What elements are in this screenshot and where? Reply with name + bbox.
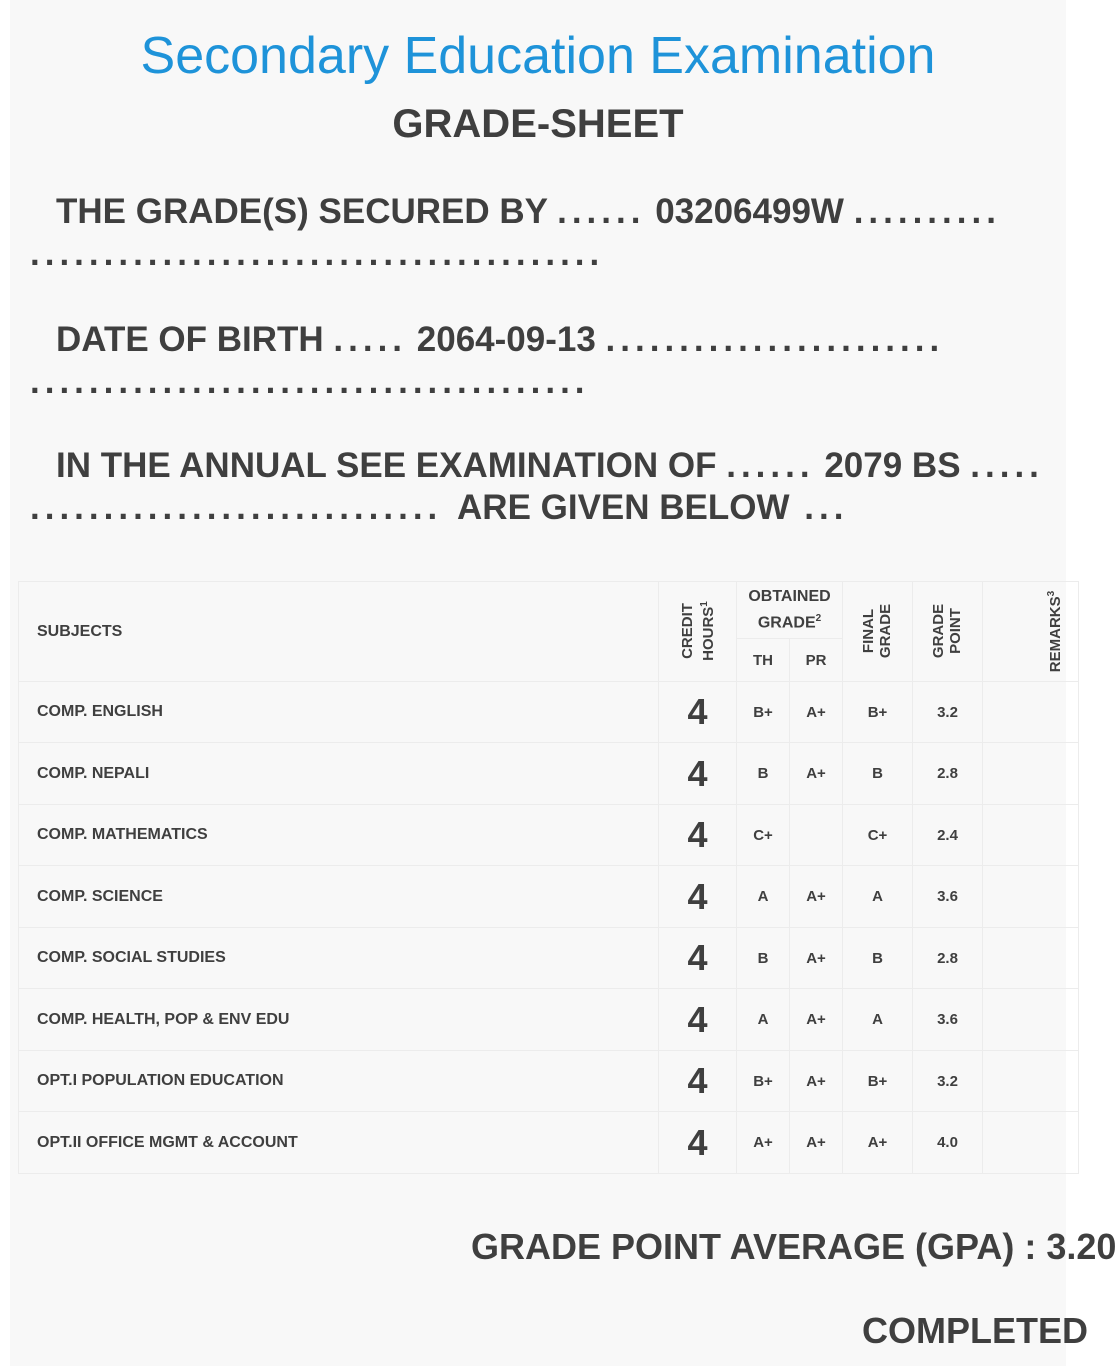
- table-row: [19, 989, 1079, 1051]
- grade-point: 2.8: [913, 743, 983, 805]
- dot-leader: ......: [726, 446, 815, 485]
- grade-sheet-heading: GRADE-SHEET: [392, 102, 684, 146]
- grade-th: B+: [737, 1051, 790, 1112]
- subject-name: OPT.II OFFICE MGMT & ACCOUNT: [19, 1112, 659, 1174]
- subject-name: COMP. NEPALI: [19, 743, 659, 805]
- grade-point: 4.0: [913, 1112, 983, 1174]
- remarks: [983, 682, 1079, 743]
- grade-th: A: [737, 866, 790, 928]
- table-row: [19, 682, 1079, 743]
- header-final-grade: [843, 582, 913, 682]
- exam-label: IN THE ANNUAL SEE EXAMINATION OF: [56, 446, 717, 485]
- final-grade: B: [843, 928, 913, 989]
- grade-point: 3.2: [913, 682, 983, 743]
- dot-leader-line: .......................................: [30, 234, 605, 273]
- grade-pr: A+: [790, 743, 843, 805]
- header-obtained-grade: OBTAINED GRADE$^2$: [737, 582, 843, 639]
- grade-point: 2.8: [913, 928, 983, 989]
- subject-name: COMP. SCIENCE: [19, 866, 659, 928]
- grade-point: 3.6: [913, 989, 983, 1051]
- dob-line: [56, 320, 944, 360]
- header-credit-hours: [659, 582, 737, 682]
- header-remarks: [983, 582, 1079, 682]
- remarks: [983, 1112, 1079, 1174]
- dot-leader: .....: [333, 320, 408, 359]
- header-grade-point-label: GRADE POINT: [930, 603, 965, 659]
- grade-pr: A+: [790, 928, 843, 989]
- secured-by-label: THE GRADE(S) SECURED BY: [56, 192, 548, 231]
- header-remarks-label: REMARKS$^3$: [1046, 590, 1065, 672]
- given-below-line: [30, 488, 848, 528]
- credit-hours: 4: [659, 682, 737, 743]
- given-below-text: ARE GIVEN BELOW: [457, 488, 790, 527]
- grade-th: B: [737, 743, 790, 805]
- grade-th: A: [737, 989, 790, 1051]
- dot-leader-line: ......................................: [30, 362, 590, 401]
- gpa-label: GRADE POINT AVERAGE (GPA) :: [471, 1226, 1037, 1267]
- header-credit-hours-label: CREDIT HOURS$^1$: [678, 601, 717, 661]
- grade-th: C+: [737, 805, 790, 866]
- credit-hours: 4: [659, 866, 737, 928]
- dob-label: DATE OF BIRTH: [56, 320, 324, 359]
- final-grade: B+: [843, 1051, 913, 1112]
- header-final-grade-label: FINAL GRADE: [860, 603, 895, 659]
- final-grade: B+: [843, 682, 913, 743]
- grade-pr: A+: [790, 989, 843, 1051]
- final-grade: A: [843, 989, 913, 1051]
- subject-name: COMP. ENGLISH: [19, 682, 659, 743]
- credit-hours: 4: [659, 743, 737, 805]
- subject-name: COMP. MATHEMATICS: [19, 805, 659, 866]
- credit-hours: 4: [659, 805, 737, 866]
- secured-by-line: [56, 192, 1001, 232]
- grade-point: 3.2: [913, 1051, 983, 1112]
- credit-hours: 4: [659, 928, 737, 989]
- final-grade: C+: [843, 805, 913, 866]
- remarks: [983, 866, 1079, 928]
- remarks: [983, 1051, 1079, 1112]
- dot-leader: ...: [804, 488, 849, 527]
- table-row: [19, 805, 1079, 866]
- subject-name: OPT.I POPULATION EDUCATION: [19, 1051, 659, 1112]
- final-grade: A: [843, 866, 913, 928]
- credit-hours: 4: [659, 989, 737, 1051]
- remarks: [983, 928, 1079, 989]
- header-pr: PR: [790, 639, 843, 682]
- dob-value: 2064-09-13: [416, 320, 596, 359]
- final-grade: B: [843, 743, 913, 805]
- grade-th: A+: [737, 1112, 790, 1174]
- table-row: [19, 1051, 1079, 1112]
- exam-year: 2079 BS: [824, 446, 961, 485]
- header-grade-point: [913, 582, 983, 682]
- symbol-number: 03206499W: [655, 192, 844, 231]
- table-row: [19, 743, 1079, 805]
- exam-line: [56, 446, 1044, 486]
- grade-pr: A+: [790, 1051, 843, 1112]
- grade-pr: A+: [790, 866, 843, 928]
- exam-title: Secondary Education Examination: [140, 27, 936, 85]
- grades-table: [18, 581, 1079, 1174]
- table-row: [19, 866, 1079, 928]
- result-status: COMPLETED: [862, 1310, 1089, 1351]
- credit-hours: 4: [659, 1112, 737, 1174]
- remarks: [983, 989, 1079, 1051]
- header-subjects: SUBJECTS: [19, 582, 659, 682]
- table-row: [19, 928, 1079, 989]
- grade-pr: A+: [790, 682, 843, 743]
- grade-pr: A+: [790, 1112, 843, 1174]
- dot-leader: .......................: [605, 320, 945, 359]
- grade-pr: [790, 805, 843, 866]
- gpa-line: [471, 1226, 1116, 1268]
- grade-th: B: [737, 928, 790, 989]
- grade-th: B+: [737, 682, 790, 743]
- subject-name: COMP. SOCIAL STUDIES: [19, 928, 659, 989]
- remarks: [983, 743, 1079, 805]
- grade-sheet: [10, 0, 1116, 1366]
- remarks: [983, 805, 1079, 866]
- table-row: [19, 1112, 1079, 1174]
- grade-point: 3.6: [913, 866, 983, 928]
- subject-name: COMP. HEALTH, POP & ENV EDU: [19, 989, 659, 1051]
- credit-hours: 4: [659, 1051, 737, 1112]
- dot-leader: .....: [970, 446, 1044, 485]
- grade-point: 2.4: [913, 805, 983, 866]
- dot-leader: ..........: [853, 192, 1001, 231]
- dot-leader: ............................: [30, 488, 443, 527]
- header-th: TH: [737, 639, 790, 682]
- dot-leader: ......: [557, 192, 646, 231]
- gpa-value: 3.20: [1046, 1226, 1116, 1267]
- final-grade: A+: [843, 1112, 913, 1174]
